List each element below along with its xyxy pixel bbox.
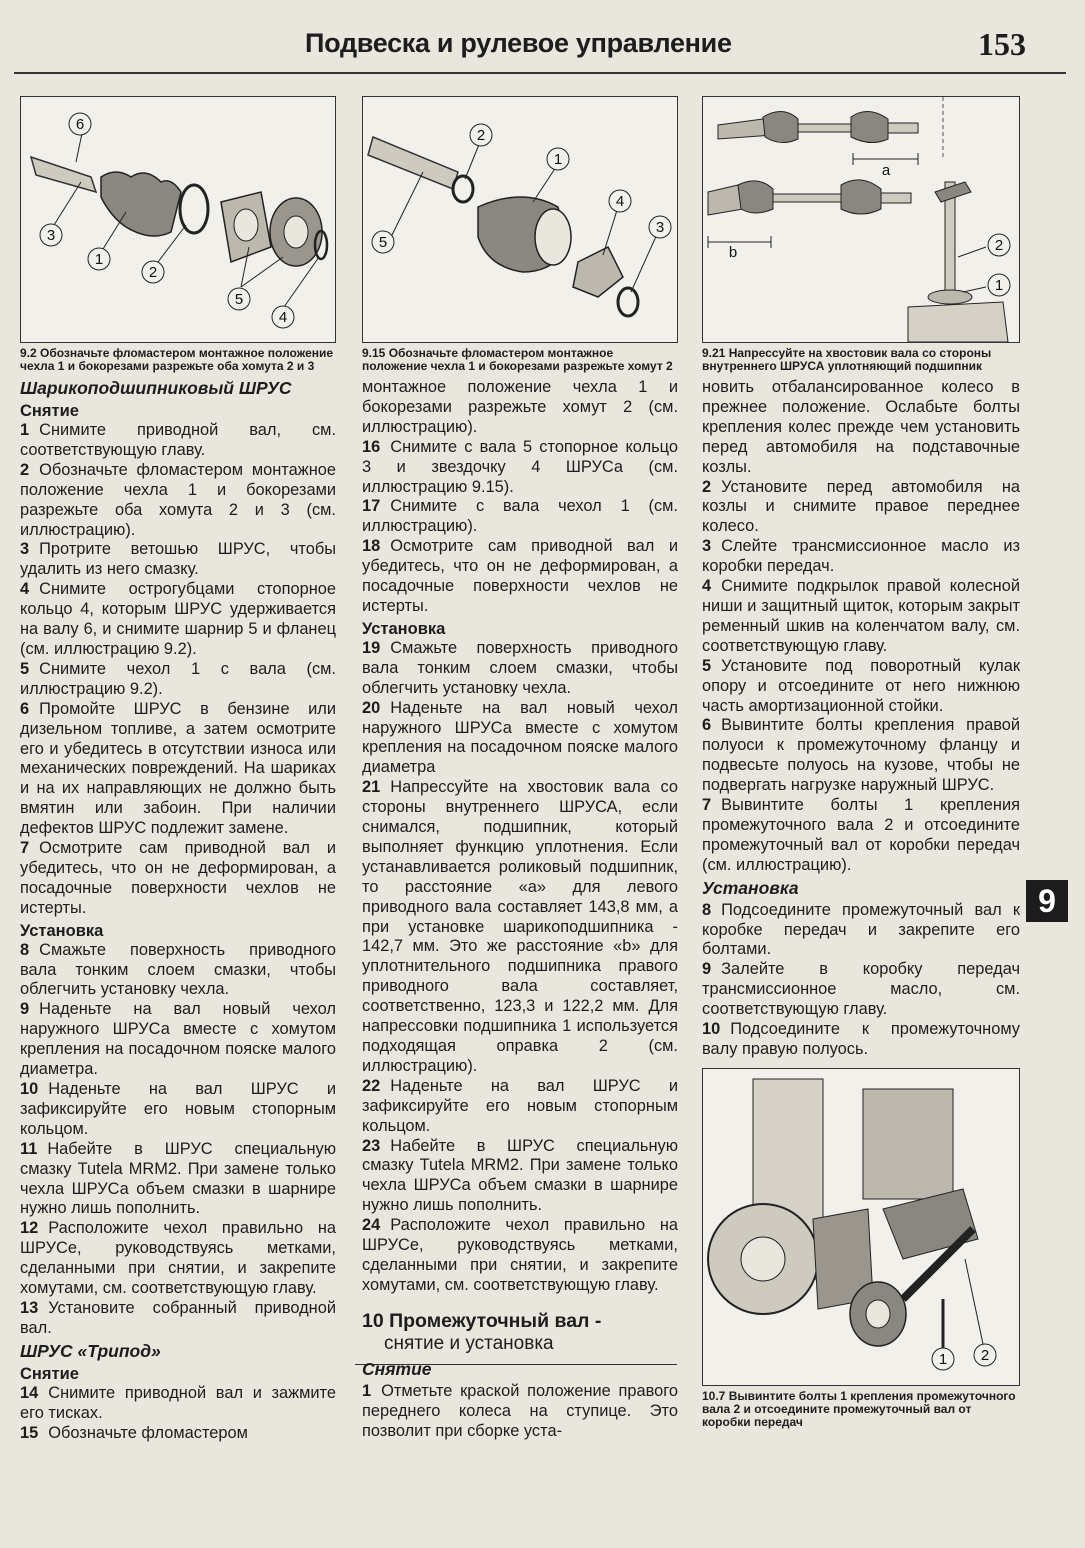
step-text: Слейте трансмиссионное масло из коробки передач. [702, 537, 1020, 576]
step-text: Снимите приводной вал и зажмите его тисках. [20, 1383, 336, 1422]
step-number: 1 [20, 421, 30, 439]
fig-label-1: 1 [94, 251, 104, 268]
step-number: 10 [702, 1020, 721, 1039]
step-paragraph [20, 1000, 336, 1080]
figure-caption: 10.7 Вывинтите болты 1 крепления промежуточного вала 2 и отсоедините промежуточный вал от коробки передач [702, 1388, 1016, 1429]
step-text: Снимите с вала чехол 1 (см. иллюстрацию). [362, 497, 678, 536]
step-number: 4 [702, 577, 712, 596]
step-number: 1 [362, 1381, 372, 1400]
step-number: 15 [20, 1423, 39, 1442]
step-paragraph [362, 1382, 678, 1442]
step-text: Наденьте на вал новый чехол наружного ШРУСа вместе с хомутом крепления на посадочном пояске малого диаметра. [20, 1000, 336, 1079]
section-heading: 10 Промежуточный вал - [362, 1309, 602, 1332]
step-text: Набейте в ШРУС специальную смазку Tutela MRM2. При замене только чехла ШРУСа объем смазки в шарнире нужно лишь пополнить. [362, 1136, 678, 1215]
step-number: 2 [702, 477, 712, 496]
step-text: Установите собранный приводной вал. [20, 1298, 336, 1337]
page-header [0, 0, 1085, 92]
step-paragraph [20, 1384, 336, 1424]
step-paragraph [20, 1424, 336, 1444]
step-number: 10 [20, 1080, 39, 1098]
step-text: Снимите с вала 5 стопорное кольцо 3 и звездочку 4 ШРУСа (см. иллюстрацию 9.15). [362, 437, 678, 496]
step-text: Промойте ШРУС в бензине или дизельном топливе, а затем осмотрите его и убедитесь в отсутствии износа или механических повреждений. На шариках и на их направляющих не должно быть вмятин или забоин. При наличии дефектов ШРУС подлежит замене. [20, 699, 336, 838]
step-number: 17 [362, 497, 381, 516]
step-paragraph [20, 540, 336, 580]
step-paragraph [362, 1216, 678, 1296]
column-2 [362, 96, 678, 1442]
page-number: 153 [978, 26, 1026, 62]
step-paragraph [702, 1020, 1020, 1060]
fig-label-2: 2 [980, 1346, 990, 1364]
figure-caption: 9.21 Напрессуйте на хвостовик вала со стороны внутреннего ШРУСА уплотняющий подшипник [702, 346, 992, 373]
subsection-heading: Снятие [20, 1364, 79, 1383]
step-text: Отметьте краской положение правого переднего колеса на ступице. Это позволит при сборке уста- [362, 1381, 678, 1440]
fig-label-3: 3 [46, 227, 56, 244]
step-number: 8 [702, 900, 712, 919]
step-text: Установите под поворотный кулак опору и отсоедините от него нижнюю часть амортизационной стойки. [702, 656, 1020, 715]
fig-label-2: 2 [148, 264, 158, 281]
step-text: Залейте в коробку передач трансмиссионное масло, см. соответствующую главу. [702, 960, 1020, 1019]
step-text: Снимите подкрылок правой колесной ниши и защитный щиток, которым закрыт ременный шкив на коленчатом валу, см. соответствующую главу. [702, 577, 1020, 655]
fig-label-6: 6 [75, 116, 85, 133]
cv-joint-exploded-illustration [21, 97, 334, 342]
fig-label-b: b [728, 244, 738, 261]
step-paragraph [20, 461, 336, 541]
step-number: 14 [20, 1383, 39, 1402]
subsection-heading: Установка [702, 877, 799, 898]
step-text: Наденьте на вал ШРУС и зафиксируйте его новым стопорным кольцом. [20, 1080, 336, 1138]
step-text: Осмотрите сам приводной вал и убедитесь, что он не деформирован, а посадочные поверхности чехлов не истерты. [362, 537, 678, 615]
step-number: 5 [20, 659, 30, 678]
step-paragraph [702, 577, 1020, 657]
step-number: 6 [20, 699, 30, 718]
paragraph: новить отбалансированное колесо в прежнее положение. Ослабьте болты крепления колес прежде чем установить перед автомобиля на подставочные козлы. [702, 378, 1020, 476]
step-number: 9 [702, 960, 712, 979]
step-number: 12 [20, 1219, 39, 1238]
step-paragraph [702, 901, 1020, 961]
step-text: Напрессуйте на хвостовик вала со стороны внутреннего ШРУСА, если снимался, подшипник, который выполняет функцию уплотнения. Если устанавливается роликовый подшипник, то расстояние «а» для левого приводного вала составляет 143,8 мм, а при установке шарикоподшипника - 142,7 мм. Это же расстояние «b» для уплотнительного подшипника правого приводного вала составляет, соответственно, 123,3 и 122,2 мм. Для напрессовки подшипника 1 используется подходящая оправка 2 (см. иллюстрацию). [362, 778, 678, 1075]
step-text: Осмотрите сам приводной вал и убедитесь, что он не деформирован, а посадочные поверхности чехлов не истерты. [20, 839, 336, 917]
step-number: 5 [702, 656, 712, 675]
step-paragraph [20, 1140, 336, 1220]
step-paragraph [702, 478, 1020, 538]
step-text: Снимите приводной вал, см. соответствующую главу. [20, 421, 336, 459]
fig-label-3: 3 [655, 219, 665, 236]
figure-9-2 [20, 96, 336, 343]
step-paragraph [362, 497, 678, 537]
step-paragraph [20, 421, 336, 461]
step-text: Вывинтите болты 1 крепления промежуточного вала 2 и отсоедините промежуточный вал от коробки передач (см. иллюстрацию). [702, 796, 1020, 874]
step-paragraph [362, 438, 678, 498]
step-number: 9 [20, 1000, 30, 1019]
header-divider [14, 72, 1066, 74]
fig-label-5: 5 [234, 291, 244, 308]
fig-label-a: a [881, 162, 891, 179]
fig-label-1: 1 [553, 151, 563, 168]
step-paragraph [20, 1299, 336, 1339]
step-text: Протрите ветошью ШРУС, чтобы удалить из него смазку. [20, 540, 336, 579]
step-text: Подсоедините к промежуточному валу правую полуось. [702, 1020, 1020, 1058]
subsection-heading: Установка [20, 921, 104, 940]
step-paragraph [702, 716, 1020, 796]
fig-label-2: 2 [476, 127, 486, 144]
step-number: 21 [362, 778, 381, 797]
step-paragraph [20, 660, 336, 700]
step-text: Подсоедините промежуточный вал к коробке передач и закрепите его болтами. [702, 900, 1020, 959]
step-number: 20 [362, 698, 381, 717]
step-number: 19 [362, 638, 381, 657]
step-number: 8 [20, 940, 30, 959]
paragraph: монтажное положение чехла 1 и бокорезами разрежьте хомут 2 (см. иллюстрацию). [362, 378, 678, 436]
fig-label-1: 1 [938, 1350, 948, 1368]
section-heading: ШРУС «Трипод» [20, 1340, 161, 1361]
step-paragraph [20, 1219, 336, 1299]
figure-10-7 [702, 1068, 1020, 1386]
step-paragraph [20, 1080, 336, 1140]
step-paragraph [20, 580, 336, 660]
chapter-tab: 9 [1026, 880, 1068, 922]
step-paragraph [362, 537, 678, 617]
fig-label-1: 1 [994, 277, 1004, 294]
fig-label-4: 4 [615, 193, 625, 210]
step-paragraph [362, 639, 678, 699]
subsection-heading: Снятие [20, 402, 79, 420]
step-text: Снимите острогубцами стопорное кольцо 4, которым ШРУС удерживается на валу 6, и снимите шарнир 5 и фланец (см. иллюстрацию 9.2). [20, 580, 336, 658]
step-paragraph [702, 657, 1020, 717]
step-text: Смажьте поверхность приводного вала тонким слоем смазки, чтобы облегчить установку чехла. [362, 638, 678, 697]
tripod-joint-illustration [363, 97, 676, 342]
column-3 [702, 96, 1020, 1434]
step-number: 3 [702, 537, 712, 556]
step-text: Обозначьте фломастером [48, 1423, 248, 1442]
figure-caption: 9.2 Обозначьте фломастером монтажное положение чехла 1 и бокорезами разрежьте оба хомута 2 и 3 [20, 346, 334, 373]
step-number: 7 [20, 839, 30, 858]
column-1 [20, 96, 336, 1444]
step-paragraph [20, 700, 336, 839]
step-number: 11 [20, 1139, 38, 1158]
figure-9-15 [362, 96, 678, 343]
step-paragraph [702, 796, 1020, 876]
step-text: Наденьте на вал ШРУС и зафиксируйте его новым стопорным кольцом. [362, 1076, 678, 1135]
step-number: 6 [702, 716, 712, 735]
step-paragraph [702, 960, 1020, 1020]
subsection-heading: Установка [362, 619, 446, 638]
step-number: 23 [362, 1136, 381, 1155]
step-text: Наденьте на вал новый чехол наружного ШРУСа вместе с хомутом крепления на посадочном пояске малого диаметра [362, 698, 678, 777]
step-text: Расположите чехол правильно на ШРУСе, руководствуясь метками, сделанными при снятии, и закрепите хомутами, см. соответствующую главу. [20, 1219, 336, 1298]
step-number: 7 [702, 796, 712, 815]
step-paragraph [362, 1137, 678, 1217]
step-paragraph [702, 537, 1020, 577]
step-text: Вывинтите болты крепления правой полуоси к промежуточному фланцу и подвесьте полуось на кузове, чтобы не подвергать нагрузке наружный ШРУС. [702, 716, 1020, 795]
drive-shaft-bearing-illustration [703, 97, 1018, 342]
figure-9-21 [702, 96, 1020, 343]
step-text: Снимите чехол 1 с вала (см. иллюстрацию 9.2). [20, 659, 336, 698]
step-text: Расположите чехол правильно на ШРУСе, руководствуясь метками, сделанными при снятии, и закрепите хомутами, см. соответствующую главу. [362, 1216, 678, 1294]
section-heading: Шарикоподшипниковый ШРУС [20, 378, 292, 398]
subsection-heading: Снятие [362, 1358, 432, 1379]
step-number: 4 [20, 580, 30, 599]
fig-label-5: 5 [378, 234, 388, 251]
figure-caption: 9.15 Обозначьте фломастером монтажное положение чехла 1 и бокорезами разрежьте хомут 2 [362, 346, 673, 373]
intermediate-shaft-illustration [703, 1069, 1018, 1385]
fig-label-4: 4 [278, 309, 288, 326]
fig-label-2: 2 [994, 237, 1004, 254]
step-paragraph [362, 699, 678, 779]
step-paragraph [362, 1077, 678, 1137]
step-text: Обозначьте фломастером монтажное положение чехла 1 и бокорезами разрежьте оба хомута 2 и 3 (см. иллюстрацию). [20, 460, 336, 539]
step-number: 13 [20, 1298, 39, 1317]
step-paragraph [20, 839, 336, 919]
step-text: Набейте в ШРУС специальную смазку Tutela MRM2. При замене только чехла ШРУСа объем смазки в шарнире нужно лишь пополнить. [20, 1139, 336, 1218]
step-number: 16 [362, 437, 381, 456]
step-number: 2 [20, 460, 30, 479]
step-text: Установите перед автомобиля на козлы и снимите правое переднее колесо. [702, 477, 1020, 536]
step-paragraph [20, 941, 336, 1001]
step-number: 3 [20, 540, 30, 559]
step-number: 24 [362, 1216, 381, 1235]
page-title: Подвеска и рулевое управление [305, 28, 732, 58]
step-paragraph [362, 778, 678, 1077]
step-text: Смажьте поверхность приводного вала тонким слоем смазки, чтобы облегчить установку чехла. [20, 940, 336, 999]
section-subheading: снятие и установка [384, 1332, 554, 1354]
step-number: 22 [362, 1076, 381, 1095]
step-number: 18 [362, 537, 381, 556]
